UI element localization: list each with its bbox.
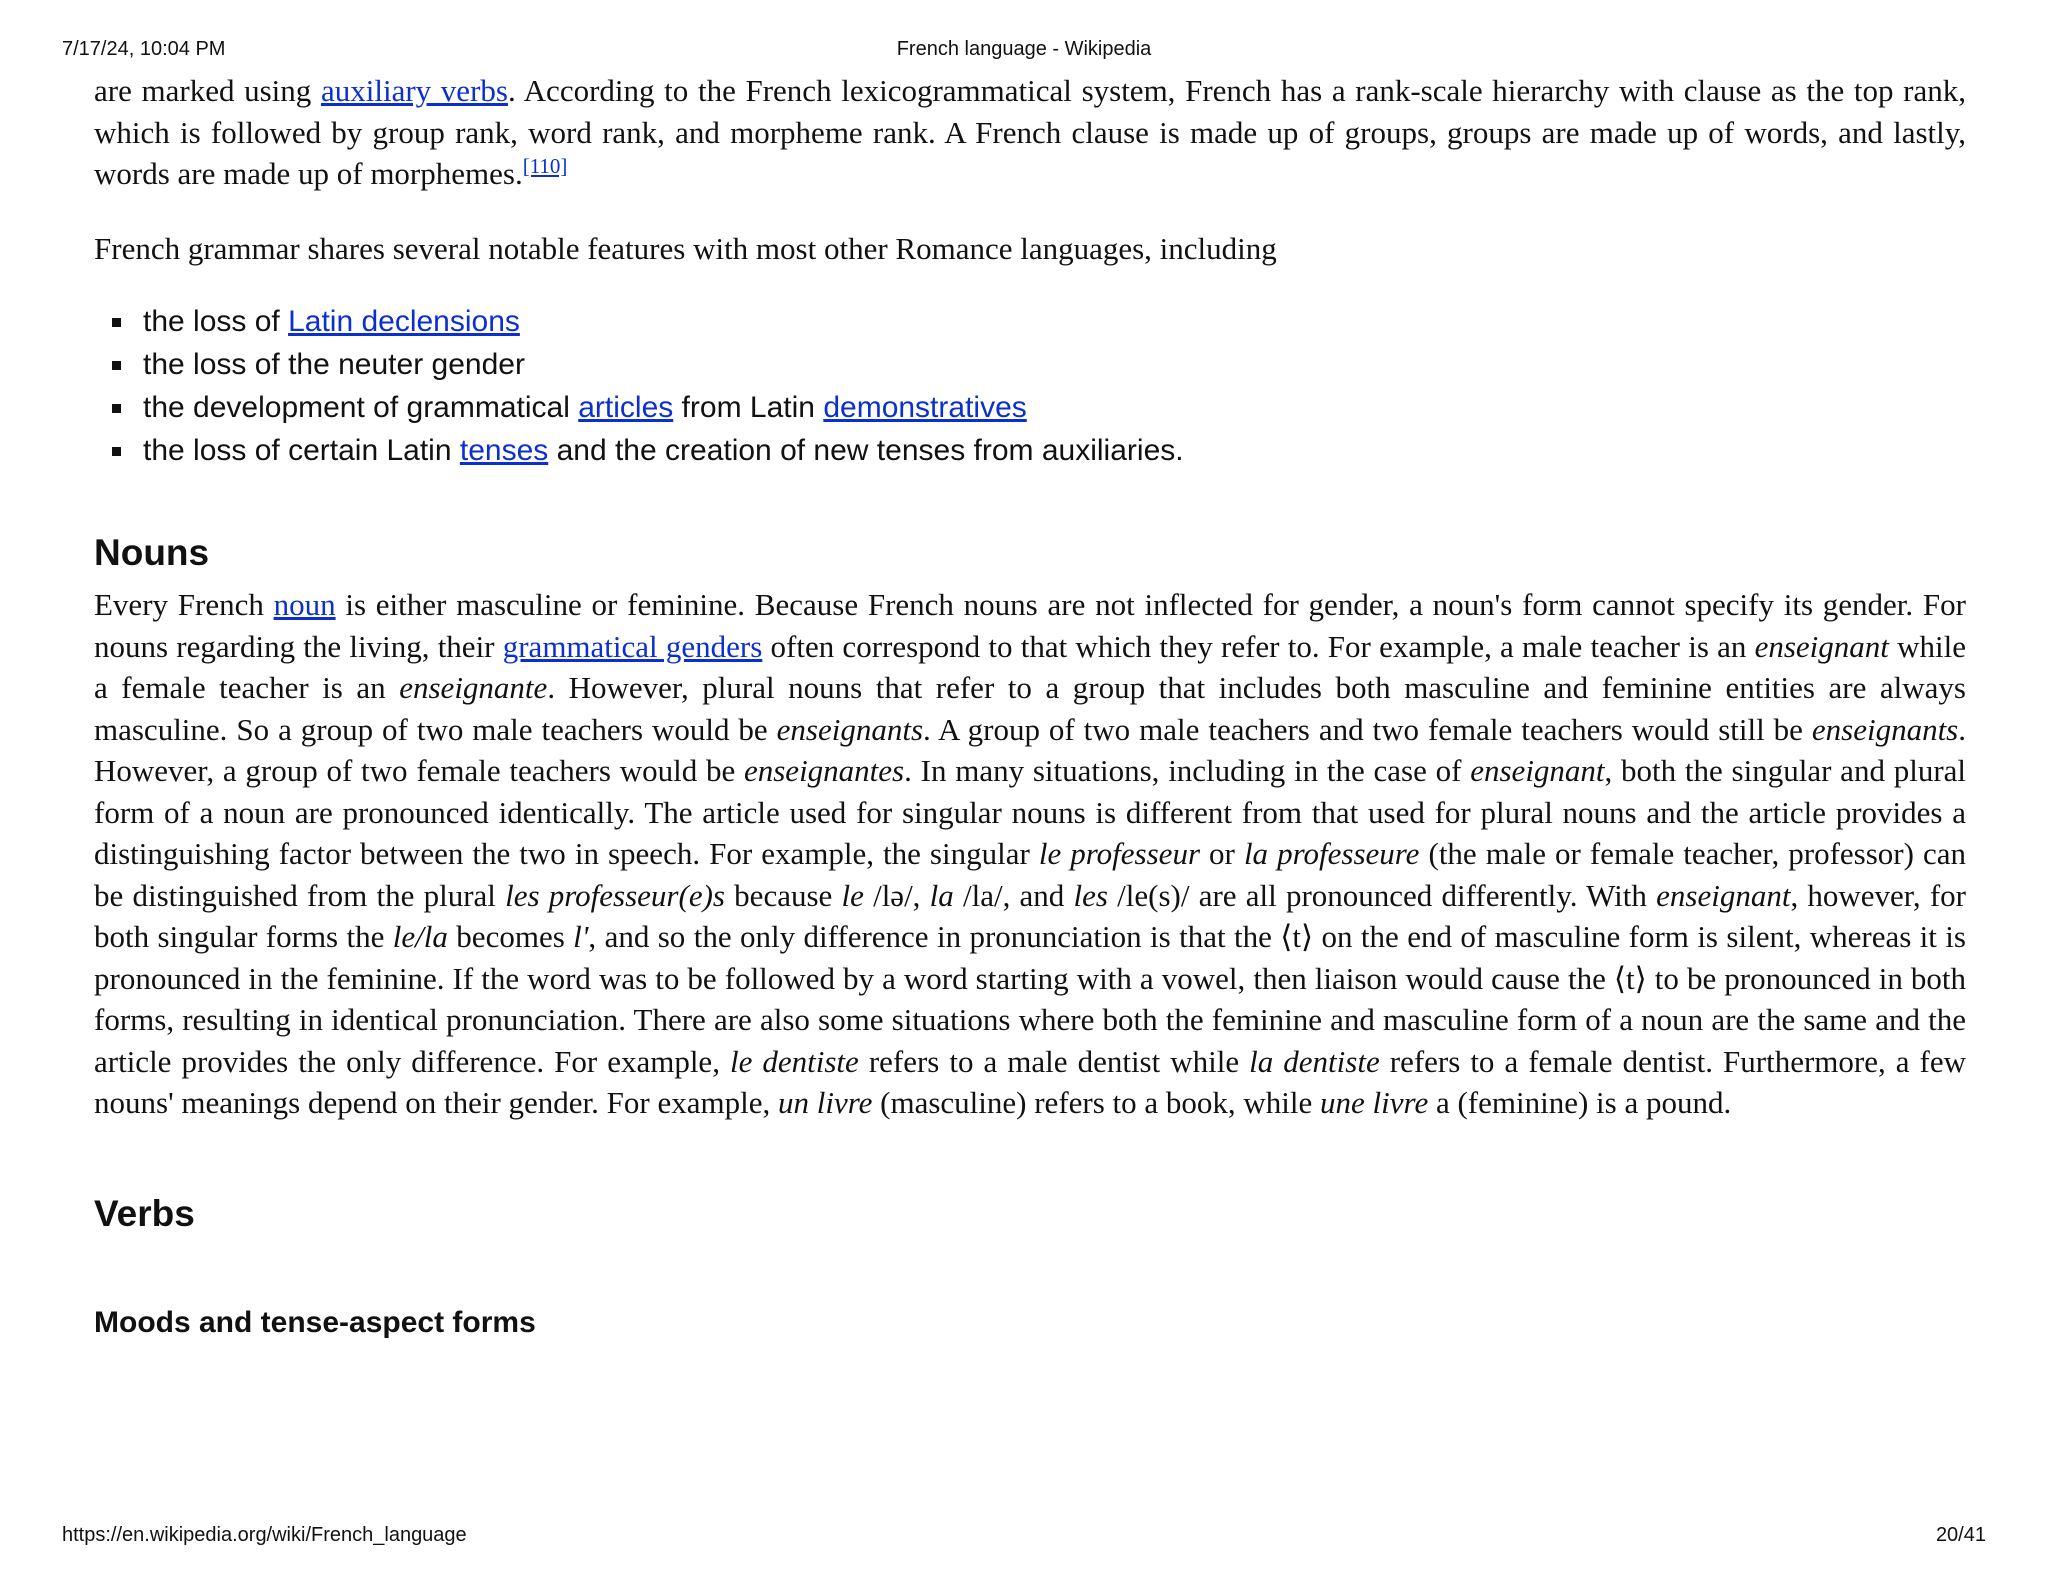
nouns-paragraph	[94, 584, 1966, 1124]
italic-term: enseignant	[1470, 753, 1605, 788]
verbs-heading: Verbs	[94, 1192, 195, 1234]
italic-term: l'	[573, 919, 589, 954]
bullet-icon	[112, 361, 121, 370]
demonstratives-link[interactable]: demonstratives	[823, 391, 1027, 424]
noun-link[interactable]: noun	[273, 587, 336, 622]
grammar-intro: French grammar shares several notable features with most other Romance languages, including	[94, 230, 1277, 266]
list-item	[94, 429, 1966, 472]
italic-term: les	[1073, 877, 1108, 913]
auxiliary-verbs-link[interactable]: auxiliary verbs	[320, 73, 508, 108]
text-run: . However, plural nouns that refer to a group that includes both masculine and feminine entities are always masculine. So a group of two male teachers would be	[94, 670, 1966, 747]
italic-term: une livre	[1320, 1085, 1429, 1120]
text-run: refers to a male dentist while	[858, 1043, 1250, 1079]
text-run: . In many situations, including in the case of	[904, 753, 1471, 788]
text-run: and the creation of new tenses from auxiliaries.	[548, 434, 1184, 467]
italic-term: la	[929, 877, 954, 913]
text-run: often correspond to that which they refer to. For example, a male teacher is an	[762, 628, 1755, 664]
print-url: https://en.wikipedia.org/wiki/French_language	[62, 1524, 467, 1546]
moods-heading: Moods and tense-aspect forms	[94, 1305, 536, 1339]
list-item	[94, 300, 1966, 343]
article-content	[94, 70, 1966, 1342]
text-run: a (feminine) is a pound.	[1428, 1085, 1732, 1120]
print-page-title: French language - Wikipedia	[896, 38, 1152, 60]
text-run: the development of grammatical	[143, 391, 579, 424]
text-run: while a female teacher is an	[94, 628, 1967, 705]
text-run: from Latin	[673, 391, 824, 424]
italic-term: le	[841, 877, 864, 913]
bullet-icon	[112, 318, 121, 327]
italic-term: le dentiste	[729, 1043, 859, 1079]
citation-link[interactable]: [110]	[522, 154, 568, 178]
grammatical-genders-link[interactable]: grammatical genders	[502, 628, 763, 664]
italic-term: la dentiste	[1249, 1043, 1380, 1079]
italic-term: les professeur(e)s	[505, 877, 725, 913]
text-run: /la/, and	[953, 877, 1074, 913]
text-run: , and so the only difference in pronunciation is that the ⟨t⟩ on the end of masculine form is silent, whereas it is pronounced in the feminine. If the word was to be followed by a word starting with a vowel, then liaison would cause the ⟨t⟩ to be pronounced in both forms, resulting in identical pronunciation. There are also some situations where both the feminine and masculine form of a noun are the same and the article provides the only difference. For example,	[94, 919, 1966, 1079]
bullet-icon	[112, 447, 121, 456]
italic-term: enseignant	[1754, 628, 1889, 664]
italic-term: enseignant	[1656, 877, 1791, 913]
print-footer	[0, 1524, 2048, 1554]
intro-paragraph	[94, 70, 1966, 195]
text-run: /le(s)/ are all pronounced differently. With	[1107, 877, 1657, 913]
italic-term: le professeur	[1038, 836, 1201, 871]
print-header	[0, 38, 2048, 68]
romance-features-list	[94, 300, 1966, 472]
print-page-number: 20/41	[1935, 1524, 1986, 1546]
text-run: (the male or female teacher, professor) can be distinguished from the plural	[94, 836, 1967, 913]
bullet-icon	[112, 404, 121, 413]
text-run: is either masculine or feminine. Because French nouns are not inflected for gender, a noun's form cannot specify its gender. For nouns regarding the living, their	[94, 587, 1966, 664]
citation-110	[523, 154, 568, 178]
text-run: because	[724, 877, 842, 913]
text-run: becomes	[447, 919, 574, 954]
list-item	[94, 343, 1966, 386]
text-run: the loss of certain Latin	[143, 434, 460, 467]
text-run: are marked using	[94, 73, 321, 108]
list-item	[94, 386, 1966, 429]
italic-term: enseignantes	[743, 753, 905, 788]
italic-term: enseignants	[1811, 711, 1959, 747]
text-run: refers to a female dentist. Furthermore, a few nouns' meanings depend on their gender. For example,	[94, 1043, 1966, 1120]
latin-declensions-link[interactable]: Latin declensions	[288, 305, 520, 338]
italic-term: la professeure	[1243, 836, 1420, 871]
text-run: . According to the French lexicogrammatical system, French has a rank-scale hierarchy with clause as the top rank, which is followed by group rank, word rank, and morpheme rank. A French clause is made up of groups, groups are made up of words, and lastly, words are made up of morphemes.	[94, 73, 1966, 191]
text-run: the loss of the neuter gender	[143, 348, 525, 381]
italic-term: enseignants	[776, 711, 924, 747]
text-run: . However, a group of two female teachers would be	[94, 711, 1966, 788]
italic-term: le/la	[392, 919, 448, 954]
text-run: . A group of two male teachers and two female teachers would still be	[923, 711, 1812, 747]
print-datetime: 7/17/24, 10:04 PM	[62, 38, 226, 60]
text-run: Every French	[94, 587, 274, 622]
text-run: the loss of	[143, 305, 289, 338]
italic-term: enseignante	[399, 670, 548, 705]
text-run: (masculine) refers to a book, while	[872, 1085, 1321, 1120]
text-run: , both the singular and plural form of a noun are pronounced identically. The article used for singular nouns is different from that used for plural nouns and the article provides a distinguishing factor between the two in speech. For example, the singular	[94, 753, 1967, 871]
italic-term: un livre	[777, 1085, 873, 1120]
text-run: or	[1200, 836, 1244, 871]
tenses-link[interactable]: tenses	[459, 434, 549, 467]
nouns-heading: Nouns	[94, 532, 210, 573]
text-run: /lə/,	[863, 877, 930, 913]
text-run: , however, for both singular forms the	[94, 877, 1966, 954]
articles-link[interactable]: articles	[578, 391, 674, 424]
